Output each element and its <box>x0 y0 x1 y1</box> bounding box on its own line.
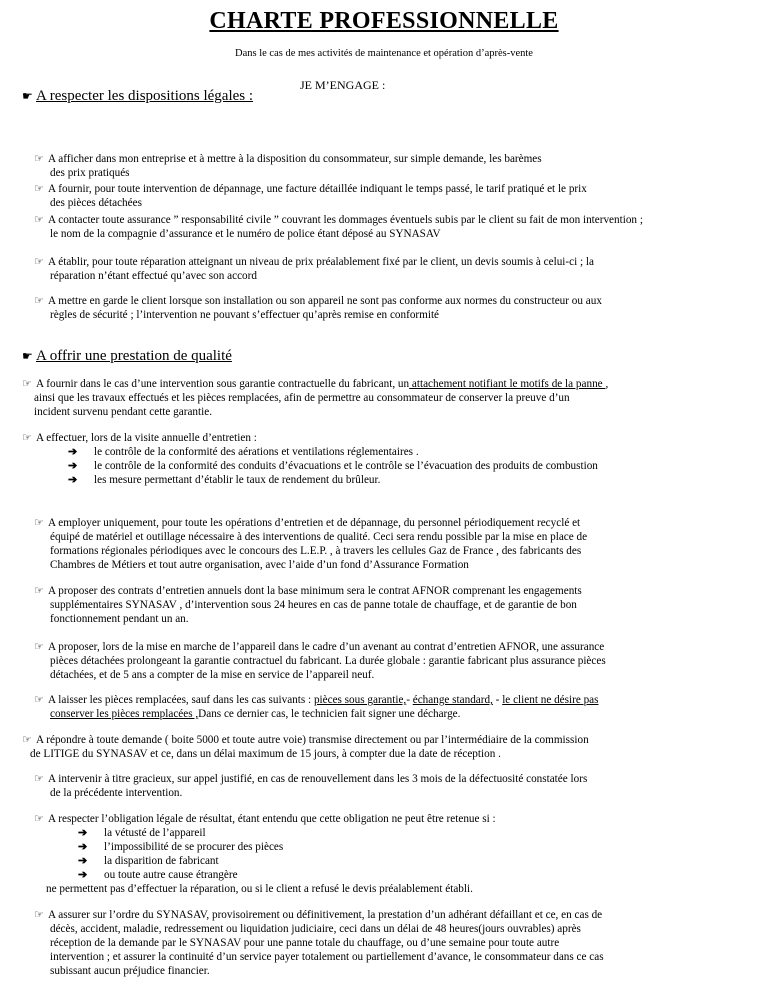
item-line: détachées, et de 5 ans a compter de la mise en service de l’appareil neuf. <box>50 669 375 681</box>
item-line: , <box>605 378 609 390</box>
pointing-hand-icon: ☞ <box>34 773 44 785</box>
legal-item-quote <box>34 255 746 283</box>
pointing-hand-icon: ☞ <box>34 813 44 825</box>
item-line: fonctionnement pendant un an. <box>50 613 189 625</box>
item-line: ainsi que les travaux effectués et les pièces remplacées, afin de permettre au consommateur de conserver la preuve d’un <box>34 392 570 404</box>
item-line: des pièces détachées <box>50 197 142 209</box>
pointing-hand-icon: ☞ <box>34 909 44 921</box>
item-line: A proposer des contrats d’entretien annuels dont la base minimum sera le contrat AFNOR comprenant les engagements <box>48 585 582 597</box>
page-title: CHARTE PROFESSIONNELLE <box>209 8 559 34</box>
underlined-text: échange standard, <box>412 694 493 706</box>
item-line: pièces détachées prolongeant la garantie contractuel du fabricant. La durée globale : garantie fabricant plus assurance pièces <box>50 655 606 667</box>
legal-item-tariffs <box>34 152 746 180</box>
quality-item-contracts <box>34 584 746 626</box>
item-line: A respecter l’obligation légale de résultat, étant entendu que cette obligation ne peut être retenue si : <box>48 813 496 825</box>
bold-right-arrow-icon: ➔ <box>68 474 78 486</box>
item-line: de la précédente intervention. <box>50 787 183 799</box>
item-line: A proposer, lors de la mise en marche de l’appareil dans le cadre d’un avenant au contrat d’entretien AFNOR, une assurance <box>48 641 605 653</box>
quality-item-replaced-parts <box>34 693 746 721</box>
quality-item-synasav-continuity <box>34 908 746 978</box>
item-line: A afficher dans mon entreprise et à mettre à la disposition du consommateur, sur simple demande, les barèmes <box>48 153 542 165</box>
underlined-text: conserver les pièces remplacées , <box>50 708 199 720</box>
quality-item-annual-visit <box>22 431 734 487</box>
page-subtitle: Dans le cas de mes activités de maintenance et opération d’après-vente <box>235 48 533 59</box>
item-line: A fournir, pour toute intervention de dépannage, une facture détaillée indiquant le temps passé, le tarif pratiqué et le prix <box>48 183 587 195</box>
item-line: A laisser les pièces remplacées, sauf dans les cas suivants : <box>48 694 314 706</box>
item-line: A mettre en garde le client lorsque son installation ou son appareil ne sont pas conforme aux normes du constructeur ou aux <box>48 295 602 307</box>
item-line: intervention ; et assurer la continuité d’un service payer totalement ou partiellement d’avance, le consommateur dans ce cas <box>50 951 604 963</box>
item-line: A assurer sur l’ordre du SYNASAV, provisoirement ou définitivement, la prestation d’un adhérant défaillant et ce, en cas de <box>48 909 603 921</box>
sub-item-text: les mesure permettant d’établir le taux de rendement du brûleur. <box>94 474 381 486</box>
legal-item-compliance <box>34 294 746 322</box>
check-ventilation <box>68 445 768 459</box>
pointing-hand-icon: ☞ <box>22 378 32 390</box>
bold-right-arrow-icon: ➔ <box>78 869 88 881</box>
pointing-hand-icon: ☞ <box>34 694 44 706</box>
item-line: subissant aucun préjudice financier. <box>50 965 210 977</box>
item-line: règles de sécurité ; l’intervention ne pouvant s’effectuer qu’après remise en conformité <box>50 309 440 321</box>
bold-right-arrow-icon: ➔ <box>68 460 78 472</box>
bold-right-arrow-icon: ➔ <box>78 855 88 867</box>
underlined-text: attachement notifiant le motifs de la panne <box>409 378 606 390</box>
item-line: décès, accident, maladie, redressement ou liquidation judiciaire, ceci dans un délai de 48 heures(jours ouvrables) après <box>50 923 581 935</box>
item-line: A employer uniquement, pour toute les opérations d’entretien et de dépannage, du personnel périodiquement recyclé et <box>48 517 581 529</box>
section-quality-heading <box>22 348 232 365</box>
section-legal-title: A respecter les dispositions légales : <box>36 88 254 104</box>
item-line: A contacter toute assurance ” responsabilité civile ” couvrant les dommages éventuels subis par le client su fait de mon intervention ; <box>48 214 643 226</box>
pointing-hand-icon: ☞ <box>34 295 44 307</box>
item-line: équipé de matériel et outillage nécessaire à des interventions de qualité. Ceci sera rendu possible par la mise en place de <box>50 531 588 543</box>
pointing-hand-icon: ☞ <box>22 432 32 444</box>
exception-other-cause <box>78 868 768 882</box>
sub-item-text: la vétusté de l’appareil <box>104 827 206 839</box>
sub-item-text: le contrôle de la conformité des aérations et ventilations réglementaires . <box>94 446 419 458</box>
separator: - <box>492 694 503 706</box>
legal-item-invoice <box>34 182 746 210</box>
engagement-heading: JE M’ENGAGE : <box>300 78 386 92</box>
quality-item-free-intervention <box>34 772 746 800</box>
quality-item-warranty <box>22 377 734 419</box>
pointing-hand-icon: ☞ <box>34 641 44 653</box>
item-line: le nom de la compagnie d’assurance et le numéro de police étant déposé au SYNASAV <box>50 228 441 240</box>
item-line: de LITIGE du SYNASAV et ce, dans un délai maximum de 15 jours, à compter due la date de réception . <box>30 748 501 760</box>
item-line: réception de la demande par le SYNASAV pour une panne totale du chauffage, ou d’une semaine pour toute autre <box>50 937 560 949</box>
item-line: A intervenir à titre gracieux, sur appel justifié, en cas de renouvellement dans les 3 mois de la défectuosité constatée lors <box>48 773 588 785</box>
underlined-text: pièces sous garantie, <box>313 694 407 706</box>
check-efficiency <box>68 473 768 487</box>
pointing-hand-icon: ☞ <box>34 183 44 195</box>
hand-pointing-arrow-icon: ☛ <box>22 349 33 363</box>
item-line: supplémentaires SYNASAV , d’intervention sous 24 heures en cas de panne totale de chauffage, et de garantie de bon <box>50 599 577 611</box>
sub-item-text: la disparition de fabricant <box>104 855 219 867</box>
exception-manufacturer-gone <box>78 854 768 868</box>
item-line: Chambres de Métiers et tout autre organisation, avec l’aide d’un fond d’Assurance Formation <box>50 559 469 571</box>
underlined-text: le client ne désire pas <box>502 694 599 706</box>
item-line: incident survenu pendant cette garantie. <box>34 406 212 418</box>
exception-obsolescence <box>78 826 768 840</box>
sub-item-text: ou toute autre cause étrangère <box>104 869 238 881</box>
item-line: A effectuer, lors de la visite annuelle d’entretien : <box>36 432 257 444</box>
pointing-hand-icon: ☞ <box>34 153 44 165</box>
sub-item-text: l’impossibilité de se procurer des pièces <box>104 841 284 853</box>
pointing-hand-icon: ☞ <box>34 214 44 226</box>
bold-right-arrow-icon: ➔ <box>78 841 88 853</box>
item-line: réparation n’étant effectué qu’avec son accord <box>50 270 257 282</box>
item-line: A établir, pour toute réparation atteignant un niveau de prix préalablement fixé par le client, un devis soumis à celui-ci ; la <box>48 256 594 268</box>
separator: - <box>406 694 413 706</box>
section-quality-title: A offrir une prestation de qualité <box>36 348 232 364</box>
hand-pointing-arrow-icon: ☛ <box>22 89 33 103</box>
quality-item-staff <box>34 516 746 572</box>
item-line: A fournir dans le cas d’une intervention sous garantie contractuelle du fabricant, un <box>36 378 410 390</box>
pointing-hand-icon: ☞ <box>22 734 32 746</box>
section-legal-heading <box>22 88 253 105</box>
item-line: formations régionales périodiques avec le concours des L.E.P. , à travers les cellules Gaz de France , des fabricants des <box>50 545 582 557</box>
legal-item-insurance <box>34 213 746 241</box>
quality-item-parts-insurance <box>34 640 746 682</box>
pointing-hand-icon: ☞ <box>34 256 44 268</box>
item-line: ne permettent pas d’effectuer la réparation, ou si le client a refusé le devis préalablement établi. <box>46 883 473 895</box>
item-line: A répondre à toute demande ( boite 5000 et toute autre voie) transmise directement ou par l’intermédiaire de la commission <box>36 734 589 746</box>
item-line: Dans ce dernier cas, le technicien fait signer une décharge. <box>198 708 461 720</box>
bold-right-arrow-icon: ➔ <box>68 446 78 458</box>
sub-item-text: le contrôle de la conformité des conduits d’évacuations et le contrôle se l’évacuation des produits de combustion <box>94 460 598 472</box>
bold-right-arrow-icon: ➔ <box>78 827 88 839</box>
quality-item-result-obligation <box>34 812 746 896</box>
quality-item-disputes <box>22 733 734 761</box>
pointing-hand-icon: ☞ <box>34 517 44 529</box>
pointing-hand-icon: ☞ <box>34 585 44 597</box>
exception-parts-unavailable <box>78 840 768 854</box>
item-line: des prix pratiqués <box>50 167 130 179</box>
check-flue <box>68 459 768 473</box>
